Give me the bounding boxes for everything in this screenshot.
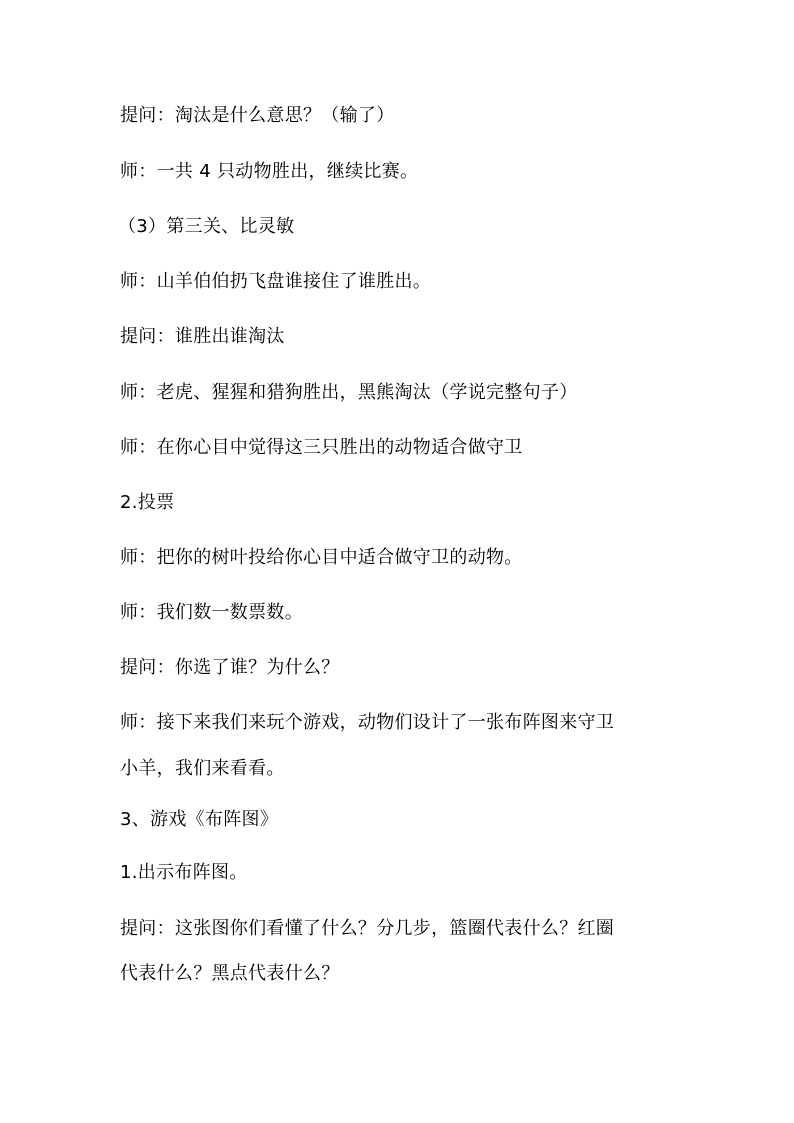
paragraph-line: 师：在你心目中觉得这三只胜出的动物适合做守卫 xyxy=(120,437,523,458)
paragraph-line: 师：山羊伯伯扔飞盘谁接住了谁胜出。 xyxy=(120,271,432,292)
paragraph-line: 师：老虎、猩猩和猎狗胜出，黑熊淘汰（学说完整句子） xyxy=(120,382,578,403)
section-heading: 2.投票 xyxy=(120,492,175,513)
paragraph-line: 小羊，我们来看看。 xyxy=(120,758,285,779)
section-heading: 1.出示布阵图。 xyxy=(120,862,248,883)
section-heading: 3、游戏《布阵图》 xyxy=(120,809,279,830)
paragraph-line: 师：一共 4 只动物胜出，继续比赛。 xyxy=(120,161,419,182)
paragraph-line: 师：接下来我们来玩个游戏，动物们设计了一张布阵图来守卫 xyxy=(120,712,615,733)
paragraph-line: 提问：淘汰是什么意思？（输了） xyxy=(120,105,395,126)
paragraph-line: 代表什么？黑点代表什么？ xyxy=(120,963,340,984)
paragraph-line: 师：我们数一数票数。 xyxy=(120,602,303,623)
paragraph-line: 师：把你的树叶投给你心目中适合做守卫的动物。 xyxy=(120,547,523,568)
section-heading: （3）第三关、比灵敏 xyxy=(118,216,295,237)
paragraph-line: 提问：这张图你们看懂了什么？分几步，篮圈代表什么？红圈 xyxy=(120,918,615,939)
paragraph-line: 提问：谁胜出谁淘汰 xyxy=(120,326,285,347)
paragraph-line: 提问：你选了谁？为什么？ xyxy=(120,657,340,678)
